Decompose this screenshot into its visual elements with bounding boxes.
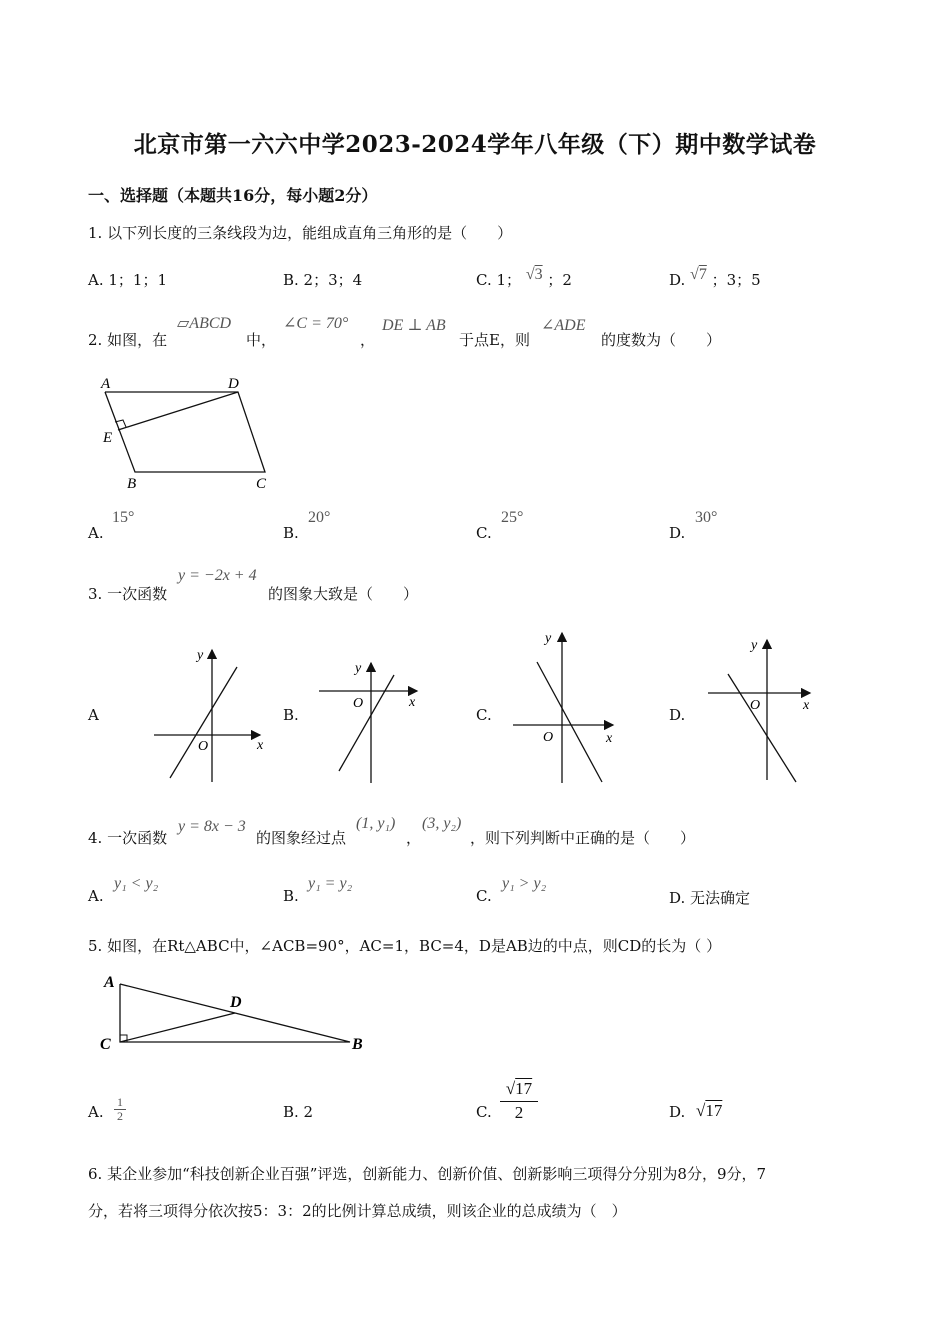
q4-point-1: (1, y₁)	[356, 815, 396, 832]
segment-de	[118, 392, 238, 430]
q4-function: y = 8x − 3	[178, 818, 246, 835]
q5-option-c[interactable]: C.	[476, 1103, 492, 1121]
question-6-line-2: 分，若将三项得分依次按5：3：2的比例计算总成绩，则该企业的总成绩为（ ）	[88, 1202, 627, 1220]
page-title: 北京市第一六六中学2023-2024学年八年级（下）期中数学试卷	[133, 131, 817, 158]
q3-prefix: 3. 一次函数	[88, 585, 168, 603]
graph-b[interactable]	[315, 655, 427, 785]
y-label: y	[197, 648, 204, 663]
fraction-numerator: 1	[114, 1096, 126, 1110]
y-label: y	[355, 661, 362, 676]
label-a: A	[101, 376, 111, 392]
q4-option-d[interactable]: D. 无法确定	[669, 889, 751, 907]
q2-prefix: 2. 如图，在	[88, 331, 168, 349]
function-line	[170, 667, 237, 778]
label-d: D	[228, 376, 239, 392]
y-label: y	[545, 631, 552, 646]
origin-label: O	[543, 730, 554, 745]
fraction-numerator: √17	[500, 1078, 538, 1102]
q4-value-b: y₁ = y₂	[308, 875, 353, 892]
q4-value-c: y₁ > y₂	[502, 875, 547, 892]
q2-option-d[interactable]: D.	[669, 524, 686, 542]
q2-angle-ade: ∠ADE	[541, 317, 586, 334]
function-line	[728, 674, 796, 782]
q5-option-d[interactable]: D.	[669, 1103, 686, 1121]
segment-cd	[120, 1013, 235, 1042]
q5-option-b[interactable]: B. 2	[283, 1103, 314, 1121]
origin-label: O	[750, 698, 761, 713]
q1-option-d-suffix: ；3；5	[711, 271, 761, 289]
sqrt-7: √7	[690, 266, 707, 283]
sqrt-17: √17	[696, 1101, 723, 1120]
graph-d[interactable]	[705, 632, 820, 784]
q4-point-2: (3, y₂)	[422, 815, 462, 832]
q2-comma: ，	[360, 331, 376, 349]
x-label: x	[803, 698, 810, 713]
q2-value-d: 30°	[695, 509, 718, 526]
function-line	[537, 662, 602, 782]
q3-option-d[interactable]: D.	[669, 706, 686, 724]
question-5-stem: 5. 如图，在Rt△ABC中，∠ACB=90°，AC=1，BC=4，D是AB边的中点，则CD的长为（ ）	[88, 937, 722, 955]
q3-function: y = −2x + 4	[178, 567, 257, 584]
q2-mid: 中，	[246, 331, 277, 349]
q2-foot: 于点E，则	[459, 331, 530, 349]
q2-option-a[interactable]: A.	[88, 524, 104, 542]
function-line	[339, 675, 394, 771]
q2-perp: DE ⊥ AB	[382, 317, 446, 334]
x-label: x	[409, 695, 416, 710]
q1-option-c-suffix: ；2	[547, 271, 572, 289]
q4-comma: ，	[406, 829, 422, 847]
label-e: E	[103, 430, 113, 446]
q2-value-a: 15°	[112, 509, 135, 526]
sqrt-3: √3	[525, 266, 543, 283]
label-b: B	[127, 476, 137, 492]
origin-label: O	[198, 739, 209, 754]
q1-option-b[interactable]: B. 2；3；4	[283, 271, 363, 289]
label-c: C	[100, 1036, 111, 1053]
q3-option-a[interactable]: A	[88, 706, 99, 724]
fraction-sqrt17-over-2	[500, 1078, 538, 1124]
q4-option-a[interactable]: A.	[88, 887, 104, 905]
q4-value-a: y₁ < y₂	[114, 875, 159, 892]
graph-c[interactable]	[510, 625, 625, 785]
fraction-denominator: 2	[117, 1109, 123, 1123]
question-1-stem: 1. 以下列长度的三条线段为边，能组成直角三角形的是（ ）	[88, 224, 513, 242]
label-b: B	[352, 1036, 363, 1053]
q4-mid: 的图象经过点	[256, 829, 347, 847]
q1-option-a[interactable]: A. 1；1；1	[88, 271, 167, 289]
q2-angle-c: ∠C = 70°	[283, 315, 349, 332]
q4-suffix: ，则下列判断中正确的是（ ）	[470, 829, 696, 847]
parallelogram-outline	[105, 392, 265, 472]
x-label: x	[606, 731, 613, 746]
q1-option-d[interactable]	[669, 266, 761, 290]
q1-option-c-prefix: C. 1；	[476, 271, 522, 289]
parallelogram-figure	[95, 370, 285, 495]
q3-suffix: 的图象大致是（ ）	[268, 585, 419, 603]
fraction-one-half	[114, 1096, 126, 1123]
q4-option-c[interactable]: C.	[476, 887, 492, 905]
q4-option-b[interactable]: B.	[283, 887, 299, 905]
y-label: y	[751, 638, 758, 653]
graph-a[interactable]	[150, 640, 270, 785]
section-heading: 一、选择题（本题共16分，每小题2分）	[88, 186, 378, 205]
q2-option-b[interactable]: B.	[283, 524, 299, 542]
q1-option-d-prefix: D.	[669, 271, 686, 289]
label-d: D	[230, 994, 242, 1011]
x-label: x	[257, 738, 264, 753]
q2-parallelogram: ▱ABCD	[177, 315, 232, 332]
q2-suffix: 的度数为（ ）	[601, 331, 722, 349]
label-a: A	[104, 974, 115, 991]
q1-option-c[interactable]	[476, 266, 572, 290]
q4-prefix: 4. 一次函数	[88, 829, 168, 847]
q5-option-a[interactable]: A.	[88, 1103, 104, 1121]
triangle-figure	[98, 968, 373, 1056]
q3-option-b[interactable]: B.	[283, 706, 299, 724]
q2-value-c: 25°	[501, 509, 524, 526]
q3-option-c[interactable]: C.	[476, 706, 492, 724]
origin-label: O	[353, 696, 364, 711]
question-6-line-1: 6. 某企业参加“科技创新企业百强”评选，创新能力、创新价值、创新影响三项得分分别为8分，9分，7	[88, 1165, 767, 1183]
q2-option-c[interactable]: C.	[476, 524, 492, 542]
fraction-denominator: 2	[514, 1103, 524, 1122]
label-c: C	[256, 476, 267, 492]
q2-value-b: 20°	[308, 509, 331, 526]
